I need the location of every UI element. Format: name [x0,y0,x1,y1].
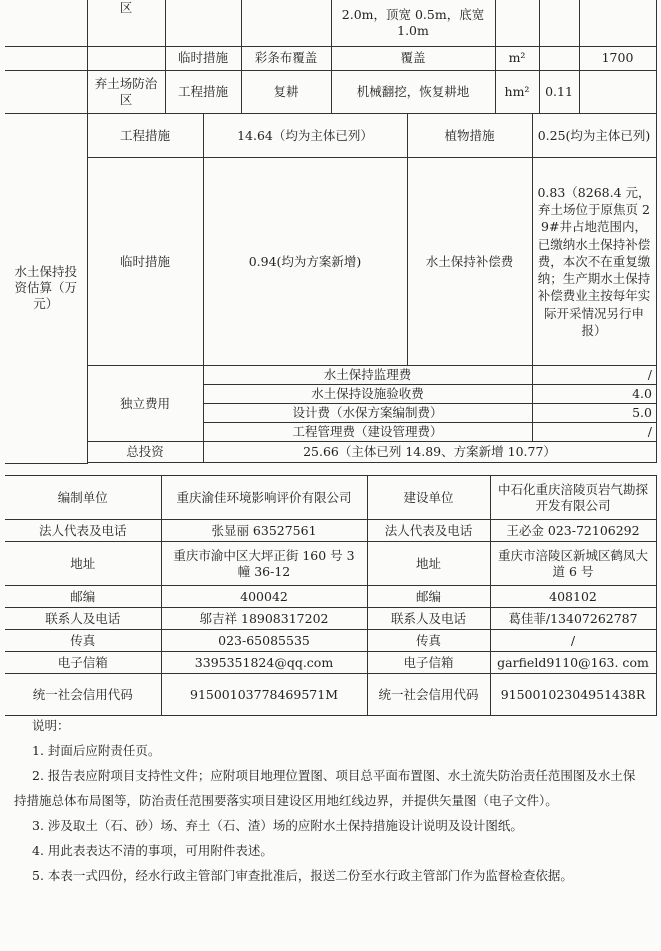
unit-label: 法人代表及电话 [5,520,161,542]
temp-invest-label: 临时措施 [87,158,203,366]
plant-label: 植物措施 [407,114,532,158]
unit-label: 邮编 [367,586,490,608]
unit-label: 统一社会信用代码 [5,674,161,716]
units-table [0,475,661,716]
unit-label: 电子信箱 [367,652,490,674]
independent-label: 独立费用 [87,366,203,442]
unit-value: 重庆市涪陵区新城区鹤凤大道 6 号 [490,542,656,586]
notes-section [0,713,661,888]
unit-value: 重庆市渝中区大坪正街 160 号 3 幢 36-12 [161,542,367,586]
measures-table [0,0,661,114]
unit-label: 联系人及电话 [5,608,161,630]
unit-label: 地址 [367,542,490,586]
unit-label: 传真 [367,630,490,652]
unit-value: 91500103778469571M [161,674,367,716]
unit-value: 023-65085535 [161,630,367,652]
independent-value: / [532,366,656,385]
independent-value: / [532,423,656,442]
engineering-value: 14.64（均为主体已列） [203,114,407,158]
independent-value: 5.0 [532,404,656,423]
independent-item: 设计费（水保方案编制费） [203,404,532,423]
spoil-measure-name: 复耕 [241,70,331,113]
independent-item: 水土保持监理费 [203,366,532,385]
unit-label: 邮编 [5,586,161,608]
independent-value: 4.0 [532,385,656,404]
unit-value: 408102 [490,586,656,608]
spoil-area-label: 弃土场防治区 [87,70,165,113]
unit-label: 联系人及电话 [367,608,490,630]
engineering-label: 工程措施 [87,114,203,158]
unit-value: 王必金 023-72106292 [490,520,656,542]
total-label: 总投资 [87,442,203,463]
spoil-measure-method: 机械翻挖，恢复耕地 [331,70,495,113]
unit-value: 张显丽 63527561 [161,520,367,542]
unit-label: 法人代表及电话 [367,520,490,542]
spoil-measure-unit: hm² [495,70,539,113]
unit-value: garfield9110@163. com [490,652,656,674]
note-item: 2. 报告表应附项目支持性文件；应附项目地理位置图、项目总平面布置图、水土流失防治责任范围图及水土保持措施总体布局图等，防治责任范围要落实项目建设区用地红线边界，并提供矢量图（电子文件）。 [14,768,636,808]
unit-value: 91500102304951438R [490,674,656,716]
temp-measure-unit: m² [495,46,539,70]
unit-value: 中石化重庆涪陵页岩气勘探开发有限公司 [490,476,656,520]
temp-measure-method: 覆盖 [331,46,495,70]
note-item: 4. 用此表表达不清的事项，可用附件表述。 [32,843,273,858]
unit-value: 400042 [161,586,367,608]
note-item: 1. 封面后应附责任页。 [32,743,161,758]
unit-label: 地址 [5,542,161,586]
unit-label: 传真 [5,630,161,652]
region-cell: 区 [87,0,165,46]
spoil-measure-type: 工程措施 [165,70,241,113]
unit-label: 电子信箱 [5,652,161,674]
unit-value: 重庆渝佳环境影响评价有限公司 [161,476,367,520]
investment-table [0,113,661,464]
temp-measure-name: 彩条布覆盖 [241,46,331,70]
plant-value: 0.25(均为主体已列) [532,114,656,158]
note-item: 3. 涉及取土（石、砂）场、弃土（石、渣）场的应附水土保持措施设计说明及设计图纸。 [32,818,523,833]
note-item: 5. 本表一式四份，经水行政主管部门审查批准后，报送二份至水行政主管部门作为监督检查依据。 [32,868,573,883]
independent-item: 水土保持设施验收费 [203,385,532,404]
compensation-label: 水土保持补偿费 [407,158,532,366]
unit-value: / [490,630,656,652]
notes-title: 说明： [32,718,70,733]
unit-label: 编制单位 [5,476,161,520]
total-value: 25.66（主体已列 14.89、方案新增 10.77） [203,442,656,463]
compensation-value: 0.83（8268.4 元，弃土场位于原焦页 29#井占地范围内，已缴纳水土保持补偿费，本次不在重复缴纳；生产期水土保持补偿费业主按每年实际开采情况另行申报） [532,158,656,366]
unit-label: 建设单位 [367,476,490,520]
unit-value: 3395351824@qq.com [161,652,367,674]
temp-measure-value: 1700 [579,46,656,70]
independent-item: 工程管理费（建设管理费） [203,423,532,442]
temp-measure-type: 临时措施 [165,46,241,70]
investment-section-label: 水土保持投资估算（万元） [5,114,87,464]
unit-label: 统一社会信用代码 [367,674,490,716]
unit-value: 邬吉祥 18908317202 [161,608,367,630]
temp-invest-value: 0.94(均为方案新增) [203,158,407,366]
fence-spec: 2.0m，顶宽 0.5m，底宽 1.0m [331,0,495,46]
unit-value: 葛佳菲/13407262787 [490,608,656,630]
spoil-measure-value: 0.11 [539,70,579,113]
